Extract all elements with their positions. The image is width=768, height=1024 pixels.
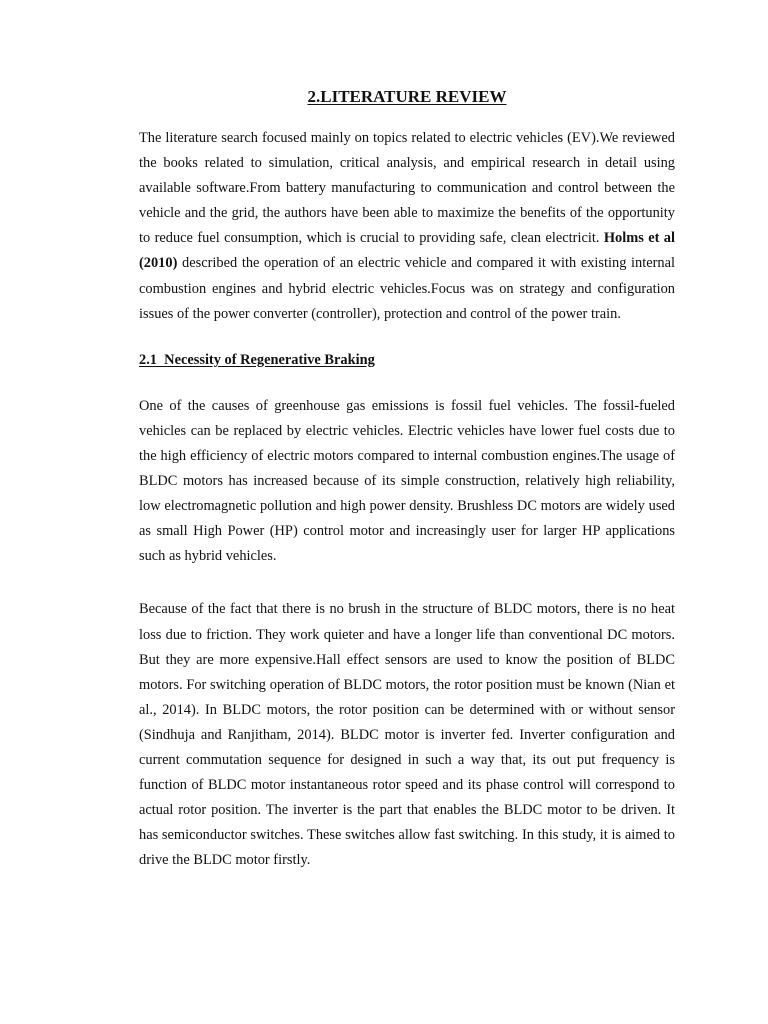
paragraph-bldc-motors: Because of the fact that there is no brush in the structure of BLDC motors, there is no heat loss due to friction. They work quieter and have a longer life than conventional DC motors. But they are more expensive.Hall effect sensors are used to know the position of BLDC motors. For switching operation of BLDC motors, the rotor position must be known (Nian et al., 2014). In BLDC motors, the rotor position can be determined with or without sensor (Sindhuja and Ranjitham, 2014). BLDC motor is inverter fed. Inverter configuration and current commutation sequence for designed in such a way that, its out put frequency is function of BLDC motor instantaneous rotor speed and its phase control will correspond to actual rotor position. The inverter is the part that enables the BLDC motor to be driven. It has semiconductor switches. These switches allow fast switching. In this study, it is aimed to drive the BLDC motor firstly.: [139, 601, 675, 869]
paragraph-1-text-after: described the operation of an electric vehicle and compared it with existing internal combustion engines and hybrid electric vehicles.Focus was on strategy and configuration issues of the power converter (controller), protection and control of the power train.: [139, 255, 675, 322]
paragraph-literature-search: [139, 126, 675, 327]
document-page: [139, 84, 675, 873]
paragraph-1-text-before: The literature search focused mainly on topics related to electric vehicles (EV).We reviewed the books related to simulation, critical analysis, and empirical research in detail using available software.From battery manufacturing to communication and control between the vehicle and the grid, the authors have been able to maximize the benefits of the opportunity to reduce fuel consumption, which is crucial to providing safe, clean electricit.: [139, 130, 675, 247]
page-title: 2.LITERATURE REVIEW: [307, 87, 507, 106]
citation-holms: Holms et al (2010): [139, 230, 676, 272]
paragraph-greenhouse-emissions: One of the causes of greenhouse gas emissions is fossil fuel vehicles. The fossil-fueled vehicles can be replaced by electric vehicles. Electric vehicles have lower fuel costs due to the high efficiency of electric motors compared to internal combustion engines.The usage of BLDC motors has increased because of its simple construction, relatively high reliability, low electromagnetic pollution and high power density. Brushless DC motors are widely used as small High Power (HP) control motor and increasingly user for larger HP applications such as hybrid vehicles.: [139, 397, 675, 565]
section-heading-regenerative-braking: 2.1 Necessity of Regenerative Braking: [139, 351, 375, 368]
